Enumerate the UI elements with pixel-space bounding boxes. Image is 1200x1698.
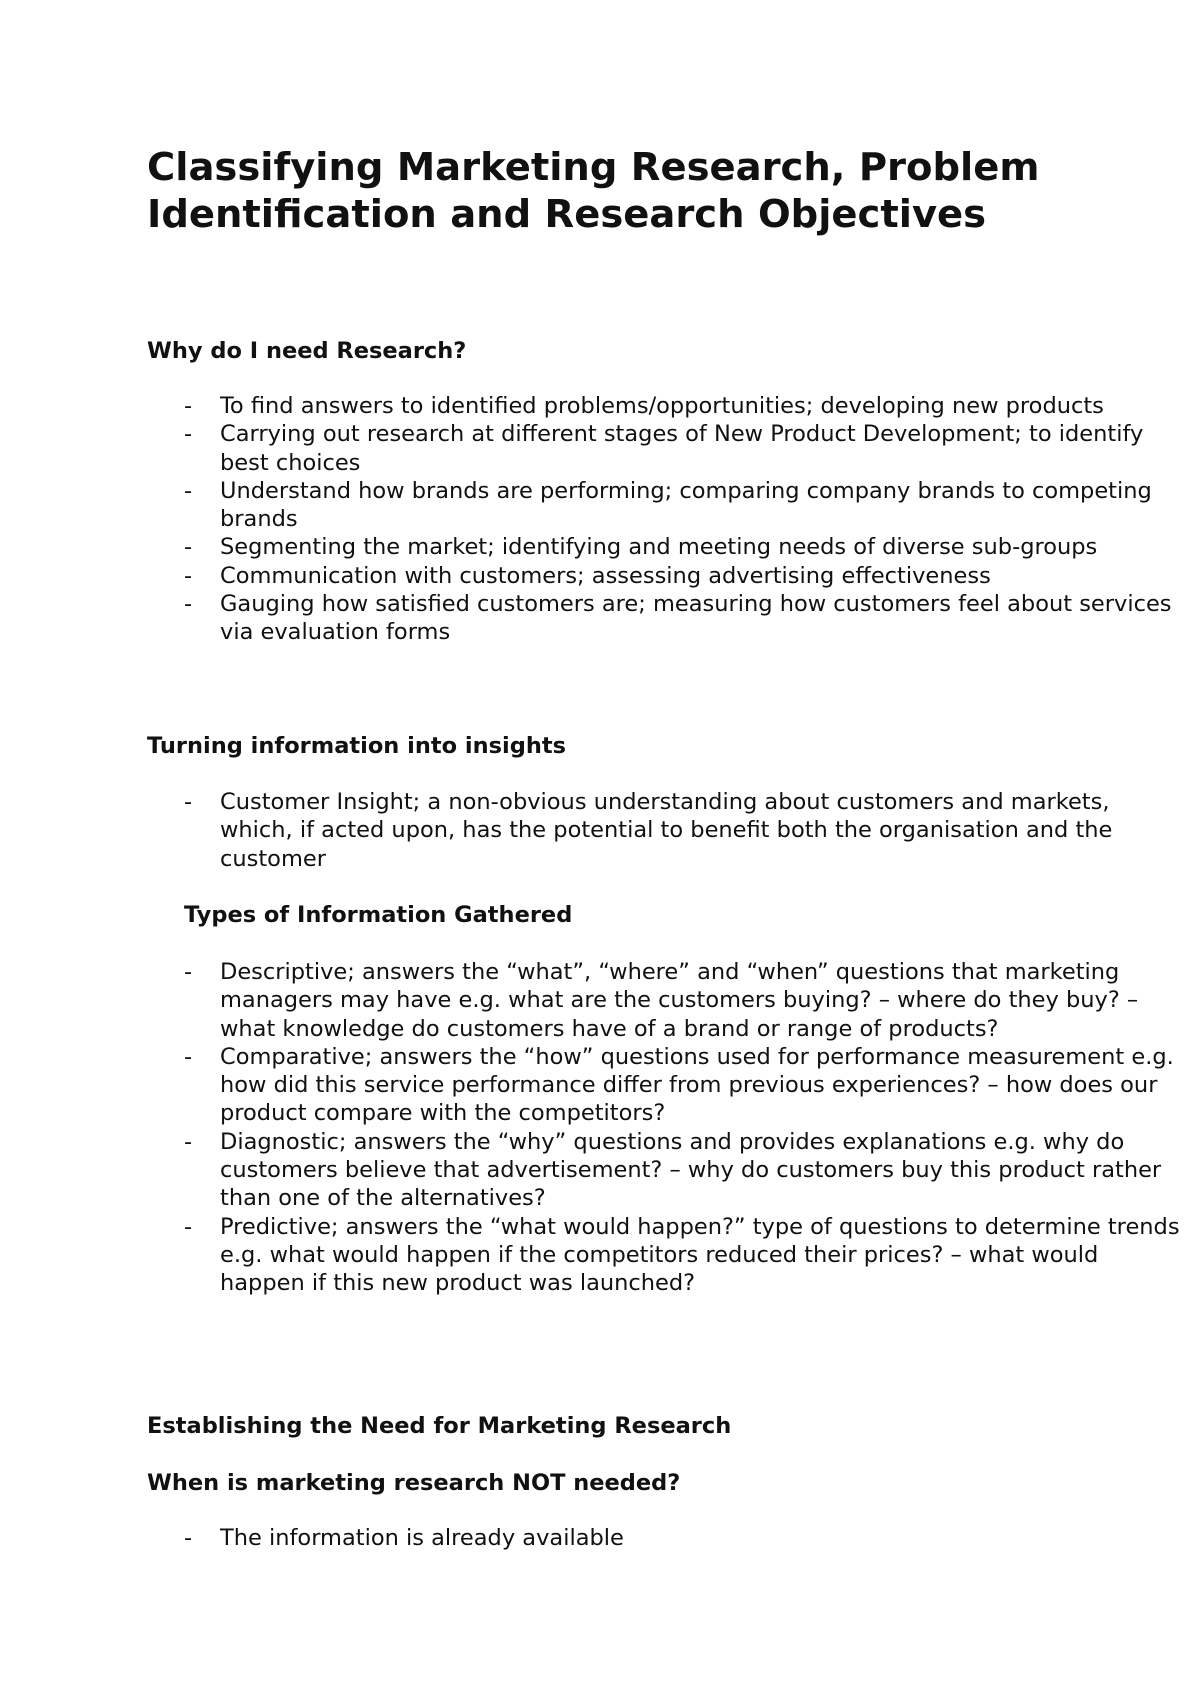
why-research-list [184, 392, 1184, 647]
list-item [184, 477, 1184, 534]
bullet-dash: - [184, 562, 193, 589]
list-item-text: Customer Insight; a non-obvious understanding about customers and markets, which, if acted upon, has the potential to benefit both the organisation and the customer [220, 789, 1113, 872]
list-item [184, 392, 1184, 420]
list-item [184, 590, 1184, 647]
list-item-text: Understand how brands are performing; comparing company brands to competing brands [220, 477, 1152, 533]
bullet-dash: - [184, 421, 193, 448]
bullet-dash: - [184, 1213, 193, 1240]
bullet-dash: - [184, 1525, 193, 1551]
list-item-text: Communication with customers; assessing advertising effectiveness [220, 562, 991, 589]
insights-list [184, 788, 1184, 873]
list-item [184, 420, 1184, 477]
list-item-text: Predictive; answers the “what would happen?” type of questions to determine trends e.g. what would happen if the competitors reduced their prices? – what would happen if this new product was launched? [220, 1213, 1180, 1297]
heading-establishing-need: Establishing the Need for Marketing Research [147, 1413, 732, 1439]
list-item [184, 1524, 1184, 1552]
bullet-dash: - [184, 534, 193, 561]
heading-types-information: Types of Information Gathered [184, 902, 573, 928]
list-item-text: To find answers to identified problems/opportunities; developing new products [220, 393, 1104, 419]
list-item-text: Carrying out research at different stages of New Product Development; to identify best choices [220, 421, 1144, 476]
heading-not-needed: When is marketing research NOT needed? [147, 1470, 681, 1496]
bullet-dash: - [184, 393, 193, 419]
list-item-text: Descriptive; answers the “what”, “where” and “when” questions that marketing managers may have e.g. what are the customers buying? – where do they buy? – what knowledge do customers have of a brand or range of products? [220, 959, 1139, 1042]
document-title: Classifying Marketing Research, Problem Identification and Research Objectives [147, 145, 1040, 237]
list-item [184, 1128, 1184, 1213]
list-item-text: Comparative; answers the “how” questions used for performance measurement e.g. how did this service performance differ from previous experiences? – how does our product compare with the competitors? [220, 1043, 1174, 1127]
bullet-dash: - [184, 1128, 193, 1155]
list-item [184, 1043, 1184, 1128]
bullet-dash: - [184, 477, 193, 504]
heading-why-research: Why do I need Research? [147, 338, 467, 364]
list-item [184, 533, 1184, 561]
list-item [184, 788, 1184, 873]
bullet-dash: - [184, 789, 193, 815]
bullet-dash: - [184, 1043, 193, 1070]
heading-turning-insights: Turning information into insights [147, 733, 567, 759]
list-item [184, 562, 1184, 590]
list-item-text: Gauging how satisfied customers are; measuring how customers feel about services via evaluation forms [220, 591, 1172, 646]
list-item [184, 1213, 1184, 1298]
list-item-text: Diagnostic; answers the “why” questions and provides explanations e.g. why do customers believe that advertisement? – why do customers buy this product rather than one of the alternatives? [220, 1128, 1162, 1212]
not-needed-list [184, 1524, 1184, 1552]
list-item-text: Segmenting the market; identifying and meeting needs of diverse sub-groups [220, 534, 1098, 561]
list-item-text: The information is already available [220, 1525, 624, 1551]
list-item [184, 958, 1184, 1043]
bullet-dash: - [184, 591, 193, 618]
types-information-list [184, 958, 1184, 1298]
bullet-dash: - [184, 959, 193, 985]
